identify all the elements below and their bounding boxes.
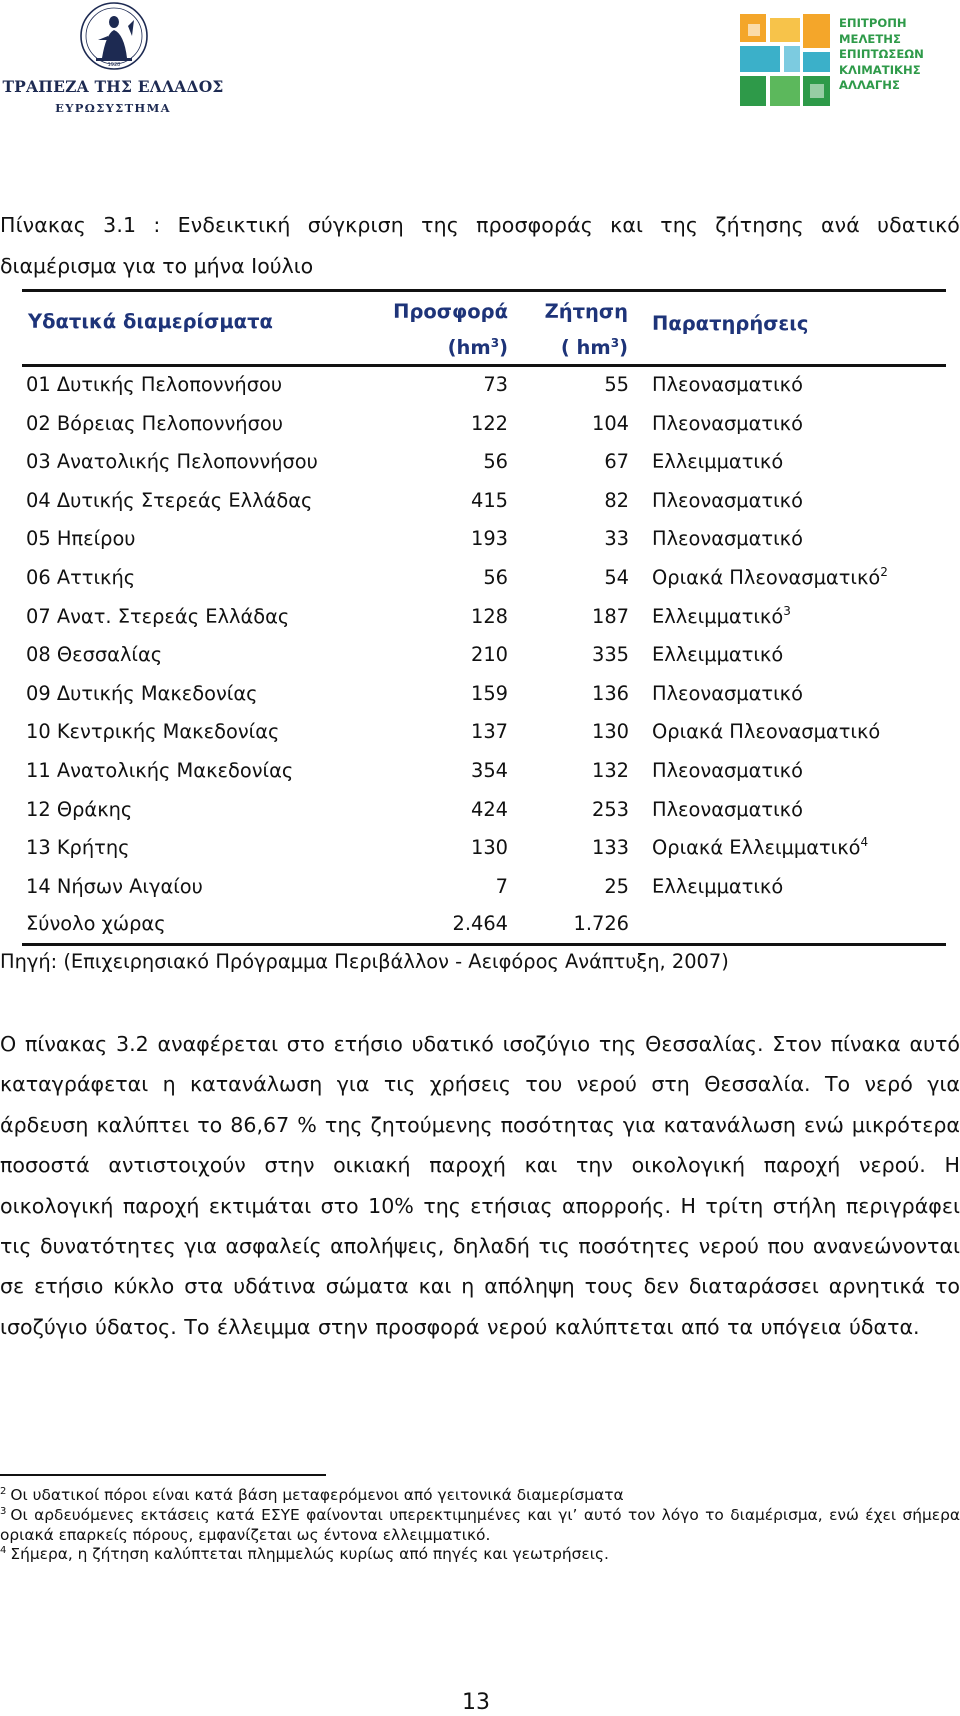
table-row [0, 672, 960, 711]
table-row [0, 363, 960, 402]
cell-note: Οριακά Ελλειμματικό$^4$ [652, 835, 869, 860]
table-row [0, 479, 960, 518]
table-body [0, 363, 960, 903]
cell-note: Πλεονασματικό [652, 527, 803, 551]
table-row [0, 865, 960, 904]
footnote-text: Σήμερα, η ζήτηση καλύπτεται πλημμελώς κυρίως από πηγές και γεωτρήσεις. [10, 1545, 609, 1564]
table-top-rule [22, 289, 946, 292]
cell-basin: 04 Δυτικής Στερεάς Ελλάδας [26, 488, 313, 512]
table-row [0, 402, 960, 441]
cell-note: Πλεονασματικό [652, 681, 803, 705]
committee-logo-mark [740, 14, 830, 106]
cell-demand: 132 [591, 758, 629, 782]
cell-supply: 128 [470, 604, 508, 628]
total-demand: 1.726 [573, 912, 629, 935]
cell-demand: 82 [604, 488, 629, 512]
table-total-row [0, 907, 960, 943]
table-row [0, 749, 960, 788]
cell-basin: 02 Βόρειας Πελοποννήσου [26, 411, 283, 435]
cell-basin: 05 Ηπείρου [26, 527, 136, 551]
footnote-number: 4 [0, 1545, 7, 1557]
cell-basin: 08 Θεσσαλίας [26, 643, 163, 667]
cell-supply: 73 [483, 373, 508, 396]
cell-note: Οριακά Πλεονασματικό$^2$ [652, 564, 888, 589]
bank-of-greece-seal-logo [72, 0, 156, 76]
cell-demand: 67 [604, 450, 629, 474]
cell-demand: 55 [604, 373, 629, 396]
footnote-text: Οι αρδευόμενες εκτάσεις κατά ΕΣΥΕ φαίνονται υπερεκτιμημένες και γι’ αυτό τον λόγο το διαμέρισμα, ενώ έχει σήμερα οριακά επαρκείς πόρους, εμφανίζεται ως έντονα ελλειμματικό. [0, 1505, 960, 1544]
committee-name [839, 16, 960, 94]
committee-line: ΜΕΛΕΤΗΣ [839, 31, 901, 46]
footnotes [0, 1486, 960, 1565]
cell-demand: 104 [591, 411, 629, 435]
cell-note: Ελλειμματικό [652, 874, 784, 898]
cell-basin: 01 Δυτικής Πελοποννήσου [26, 373, 283, 396]
cell-basin: 14 Νήσων Αιγαίου [26, 874, 203, 898]
header-basin: Υδατικά διαμερίσματα [28, 310, 273, 333]
cell-demand: 133 [591, 836, 629, 860]
cell-supply: 159 [470, 681, 508, 705]
bank-subtitle: ΕΥΡΩΣΥΣΤΗΜΑ [55, 101, 171, 115]
caption-line-2: διαμέρισμα για το μήνα Ιούλιο [0, 254, 314, 278]
footnote [0, 1545, 960, 1565]
page-number: 13 [462, 1690, 490, 1715]
cell-demand: 25 [604, 874, 629, 898]
cell-basin: 07 Ανατ. Στερεάς Ελλάδας [26, 604, 290, 628]
header-demand [520, 294, 628, 366]
table-row [0, 788, 960, 827]
table-row [0, 517, 960, 556]
table-bottom-rule [22, 943, 946, 946]
footnote [0, 1486, 960, 1506]
cell-supply: 424 [470, 797, 508, 821]
footnote-number: 3 [0, 1505, 7, 1517]
cell-note: Ελλειμματικό [652, 450, 784, 474]
svg-text:1928: 1928 [107, 62, 121, 68]
cell-demand: 33 [604, 527, 629, 551]
cell-supply: 56 [483, 450, 508, 474]
table-row [0, 633, 960, 672]
cell-note: Πλεονασματικό [652, 758, 803, 782]
committee-line: ΕΠΙΤΡΟΠΗ [839, 16, 907, 30]
cell-supply: 193 [470, 527, 508, 551]
bank-name: ΤΡΑΠΕΖΑ ΤΗΣ ΕΛΛΑΔΟΣ [2, 77, 224, 96]
cell-demand: 253 [591, 797, 629, 821]
cell-note: Πλεονασματικό [652, 373, 803, 396]
header-supply-unit: $(hm^3)$ [447, 336, 508, 359]
total-label: Σύνολο χώρας [26, 912, 166, 935]
header-notes: Παρατηρήσεις [652, 312, 809, 335]
cell-demand: 130 [591, 720, 629, 744]
table-source: Πηγή: (Επιχειρησιακό Πρόγραμμα Περιβάλλον - Αειφόρος Ανάπτυξη, 2007) [0, 950, 729, 973]
cell-note: Ελλειμματικό [652, 643, 784, 667]
table-caption [0, 205, 960, 287]
header-demand-label: Ζήτηση [544, 300, 628, 323]
committee-line: ΕΠΙΠΤΩΣΕΩΝ [839, 47, 924, 61]
cell-basin: 11 Ανατολικής Μακεδονίας [26, 758, 294, 782]
cell-demand: 187 [591, 604, 629, 628]
footnote-number: 2 [0, 1486, 7, 1497]
body-paragraph: Ο πίνακας 3.2 αναφέρεται στο ετήσιο υδατικό ισοζύγιο της Θεσσαλίας. Στον πίνακα αυτό καταγράφεται η κατανάλωση για τις χρήσεις του νερού στη Θεσσαλία. Το νερό για άρδευση καλύπτει το 86,67 % της ζητούμενης ποσότητας για κατανάλωση ενώ μικρότερα ποσοστά αντιστοιχούν στην οικιακή παροχή και την οικολογική παροχή νερού. Η οικολογική παροχή εκτιμάται στο 10% της ετήσιας απορροής. Η τρίτη στήλη περιγράφει τις δυνατότητες για ασφαλείς απολήψεις, δηλαδή τις ποσότητες νερού που ανανεώνονται σε ετήσιο κύκλο στα υδάτινα σώματα και η απόληψη τους δεν διαταράσσει αρνητικά το ισοζύγιο ύδατος. Το έλλειμμα στην προσφορά νερού καλύπτεται από τα υπόγεια ύδατα. [0, 1032, 960, 1339]
cell-demand: 335 [591, 643, 629, 667]
cell-supply: 354 [470, 758, 508, 782]
cell-basin: 03 Ανατολικής Πελοποννήσου [26, 450, 318, 474]
cell-note: Πλεονασματικό [652, 488, 803, 512]
footnote [0, 1506, 960, 1546]
cell-note: Οριακά Πλεονασματικό [652, 720, 881, 744]
cell-basin: 13 Κρήτης [26, 836, 130, 860]
cell-note: Πλεονασματικό [652, 411, 803, 435]
cell-supply: 415 [470, 488, 508, 512]
cell-supply: 130 [470, 836, 508, 860]
header-supply [360, 294, 508, 366]
total-supply: 2.464 [452, 912, 508, 935]
cell-basin: 09 Δυτικής Μακεδονίας [26, 681, 258, 705]
cell-supply: 137 [470, 720, 508, 744]
table-row [0, 440, 960, 479]
cell-note: Ελλειμματικό$^3$ [652, 603, 791, 628]
header-supply-label: Προσφορά [393, 300, 508, 323]
committee-line: ΑΛΛΑΓΗΣ [839, 78, 900, 92]
cell-basin: 12 Θράκης [26, 797, 133, 821]
header-demand-unit: ( $hm^3$) [560, 336, 628, 359]
footnote-separator [0, 1474, 326, 1476]
table-row [0, 595, 960, 634]
cell-note: Πλεονασματικό [652, 797, 803, 821]
footnote-text: Οι υδατικοί πόροι είναι κατά βάση μεταφερόμενοι από γειτονικά διαμερίσματα [10, 1486, 624, 1504]
cell-basin: 06 Αττικής [26, 565, 136, 589]
cell-supply: 7 [495, 874, 508, 898]
table-row [0, 556, 960, 595]
cell-basin: 10 Κεντρικής Μακεδονίας [26, 720, 280, 744]
caption-line-1: Πίνακας 3.1 : Ενδεικτική σύγκριση της προσφοράς και της ζήτησης ανά υδατικό [0, 213, 960, 237]
committee-line: ΚΛΙΜΑΤΙΚΗΣ [839, 62, 921, 77]
table-row [0, 826, 960, 865]
table-row [0, 710, 960, 749]
cell-demand: 136 [591, 681, 629, 705]
cell-supply: 56 [483, 565, 508, 589]
cell-supply: 122 [470, 411, 508, 435]
cell-demand: 54 [604, 565, 629, 589]
cell-supply: 210 [470, 643, 508, 667]
